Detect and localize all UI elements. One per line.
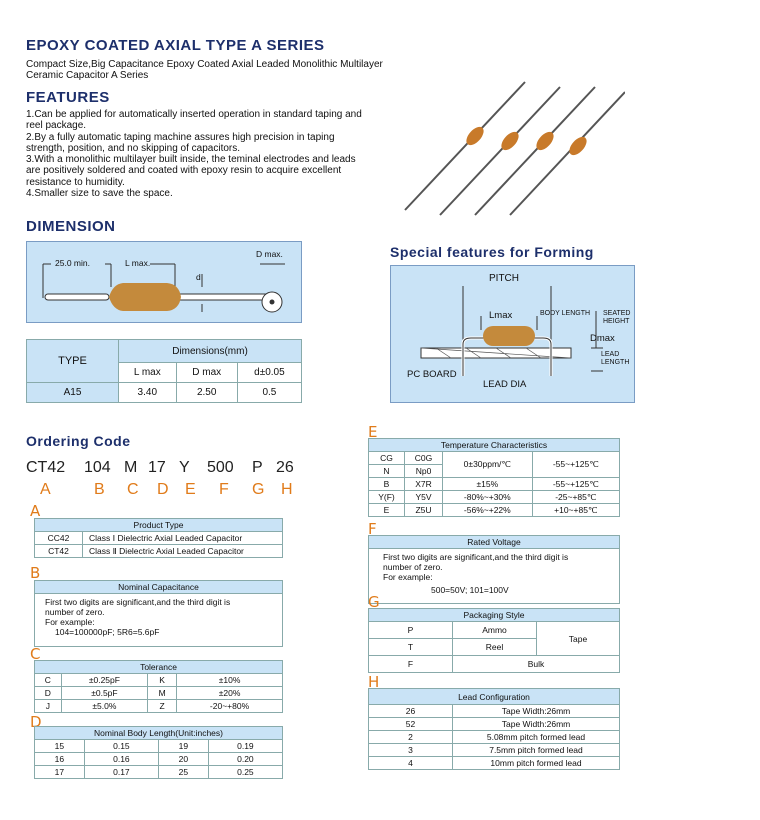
seated-height-label: SEATED HEIGHT: [603, 310, 631, 325]
table-cell: Ammo: [453, 622, 537, 639]
code-letter: C: [127, 481, 139, 498]
table-cell: F: [369, 656, 453, 673]
dmax-label: D max.: [256, 249, 283, 259]
dmax-form-label: Dmax: [590, 333, 615, 344]
feature-item: 1.Can be applied for automatically inserted operation in standard taping and reel package.: [26, 109, 362, 132]
table-cell: 16: [35, 753, 85, 766]
table-cell: Y(F): [369, 491, 405, 504]
table-cell: Z: [148, 700, 177, 713]
table-cell: K: [148, 674, 177, 687]
code-part: 26: [276, 459, 294, 476]
code-part: Y: [179, 459, 190, 476]
table-cell: -20~+80%: [177, 700, 283, 713]
feature-item: 4.Smaller size to save the space.: [26, 188, 173, 200]
table-cell: Class Ⅰ Dielectric Axial Leaded Capacitor: [83, 532, 283, 545]
table-cell: 25: [158, 766, 208, 779]
code-part: 17: [148, 459, 166, 476]
table-cell: 0.17: [84, 766, 158, 779]
table-cell: 4: [369, 757, 453, 770]
table-cell: -80%~+30%: [443, 491, 533, 504]
table-cell: CT42: [35, 545, 83, 558]
code-letter: G: [252, 481, 265, 498]
table-cell: D: [35, 687, 62, 700]
page-subtitle: Compact Size,Big Capacitance Epoxy Coated Axial Leaded Monolithic Multilayer Ceramic Capacitor A Series: [26, 59, 383, 81]
table-cell: X7R: [405, 478, 443, 491]
col-dmax: D max: [176, 363, 237, 383]
code-part: P: [252, 459, 263, 476]
table-cell: M: [148, 687, 177, 700]
nominal-capacitance-table: [34, 580, 283, 647]
row-d: 2.50: [176, 383, 237, 403]
section-letter-c: C: [30, 645, 41, 663]
dimension-heading: DIMENSION: [26, 218, 116, 235]
table-cell: Class Ⅱ Dielectric Axial Leaded Capacitor: [83, 545, 283, 558]
table-cell: 19: [158, 740, 208, 753]
body-length-header: Nominal Body Length(Unit:inches): [35, 727, 283, 740]
section-letter-d: D: [30, 713, 42, 731]
forming-diagram: [390, 265, 635, 403]
code-letter: D: [157, 481, 169, 498]
table-cell: C0G: [405, 452, 443, 465]
desc-line: 104=100000pF; 5R6=5.6pF: [55, 627, 160, 637]
table-cell: Reel: [453, 639, 537, 656]
table-cell: N: [369, 465, 405, 478]
table-cell: ±15%: [443, 478, 533, 491]
table-cell: -25~+85℃: [532, 491, 619, 504]
table-cell: ±0.5pF: [61, 687, 148, 700]
section-letter-g: G: [368, 593, 380, 611]
feature-item: 2.By a fully automatic taping machine assures high precision in taping strength, position, and no skipping of capacitors.: [26, 131, 335, 154]
capacitor-photo: [395, 80, 625, 220]
table-cell: 15: [35, 740, 85, 753]
table-cell: 10mm pitch formed lead: [453, 757, 620, 770]
table-cell: 20: [158, 753, 208, 766]
desc-line: 500=50V; 101=100V: [431, 585, 509, 595]
row-dd: 0.5: [237, 383, 301, 403]
dims-header: Dimensions(mm): [119, 340, 302, 363]
lead-config-table: [368, 688, 620, 770]
table-cell: Tape Width:26mm: [453, 718, 620, 731]
code-letter: H: [281, 481, 293, 498]
table-cell: B: [369, 478, 405, 491]
table-cell: 7.5mm pitch formed lead: [453, 744, 620, 757]
table-cell: Np0: [405, 465, 443, 478]
section-letter-b: B: [30, 564, 41, 582]
temperature-table: [368, 438, 620, 517]
table-cell: 0.19: [208, 740, 282, 753]
code-letter: E: [185, 481, 196, 498]
table-cell: Y5V: [405, 491, 443, 504]
table-cell: 0.16: [84, 753, 158, 766]
section-letter-e: E: [368, 423, 378, 441]
section-letter-f: F: [368, 520, 377, 538]
pitch-label: PITCH: [486, 273, 522, 284]
tolerance-table: [34, 660, 283, 713]
tolerance-header: Tolerance: [35, 661, 283, 674]
temperature-header: Temperature Characteristics: [369, 439, 620, 452]
table-cell: 5.08mm pitch formed lead: [453, 731, 620, 744]
desc-line: First two digits are significant,and the third digit is: [383, 552, 569, 562]
type-header: TYPE: [27, 340, 119, 383]
table-cell: 0.25: [208, 766, 282, 779]
table-cell: ±20%: [177, 687, 283, 700]
table-cell: 52: [369, 718, 453, 731]
table-cell: 2: [369, 731, 453, 744]
desc-line: number of zero.: [383, 562, 443, 572]
table-cell: -56%~+22%: [443, 504, 533, 517]
table-cell: ±10%: [177, 674, 283, 687]
lead-length-form-label: LEAD LENGTH: [601, 351, 630, 366]
table-cell: J: [35, 700, 62, 713]
desc-line: For example:: [383, 572, 433, 582]
forming-heading: Special features for Forming: [390, 244, 594, 260]
table-cell: ±0.25pF: [61, 674, 148, 687]
table-cell: 17: [35, 766, 85, 779]
packaging-header: Packaging Style: [369, 609, 620, 622]
table-cell: P: [369, 622, 453, 639]
dimension-table: [26, 339, 302, 403]
lmax-label: L max.: [125, 258, 151, 268]
features-heading: FEATURES: [26, 89, 110, 106]
d-label: d: [196, 272, 201, 282]
lead-length-label: 25.0 min.: [55, 258, 105, 268]
section-letter-h: H: [368, 673, 380, 691]
body-length-table: [34, 726, 283, 779]
features-list: [26, 109, 371, 199]
row-type: A15: [27, 383, 119, 403]
desc-line: number of zero.: [45, 607, 105, 617]
voltage-header: Rated Voltage: [369, 536, 620, 549]
product-type-header: Product Type: [35, 519, 283, 532]
code-letter: F: [219, 481, 229, 498]
code-letter: A: [40, 481, 51, 498]
lead-config-header: Lead Configuration: [369, 689, 620, 705]
product-type-table: [34, 518, 283, 558]
table-cell: ±5.0%: [61, 700, 148, 713]
pc-board-label: PC BOARD: [407, 369, 457, 380]
lmax-form-label: Lmax: [489, 310, 513, 321]
capacitance-header: Nominal Capacitance: [35, 581, 283, 594]
page-title: EPOXY COATED AXIAL TYPE A SERIES: [26, 37, 325, 54]
col-d: d±0.05: [237, 363, 301, 383]
col-lmax: L max: [119, 363, 177, 383]
table-cell: -55~+125℃: [532, 478, 619, 491]
table-cell: 26: [369, 705, 453, 718]
table-cell: Bulk: [453, 656, 620, 673]
body-length-label: BODY LENGTH: [540, 310, 591, 317]
code-letter: B: [94, 481, 105, 498]
dimension-diagram: [26, 241, 302, 323]
rated-voltage-table: [368, 535, 620, 604]
table-cell: 0±30ppm/℃: [443, 452, 533, 478]
table-cell: +10~+85℃: [532, 504, 619, 517]
code-part: CT42: [26, 459, 66, 476]
table-cell: 3: [369, 744, 453, 757]
table-cell: Tape: [537, 622, 620, 656]
row-l: 3.40: [119, 383, 177, 403]
code-part: 104: [84, 459, 111, 476]
lead-dia-label: LEAD DIA: [483, 379, 527, 390]
table-cell: CC42: [35, 532, 83, 545]
ordering-heading: Ordering Code: [26, 433, 131, 449]
section-letter-a: A: [30, 502, 41, 520]
table-cell: 0.20: [208, 753, 282, 766]
table-cell: C: [35, 674, 62, 687]
table-cell: Z5U: [405, 504, 443, 517]
table-cell: CG: [369, 452, 405, 465]
packaging-table: [368, 608, 620, 673]
table-cell: E: [369, 504, 405, 517]
table-cell: -55~+125℃: [532, 452, 619, 478]
table-cell: T: [369, 639, 453, 656]
table-cell: Tape Width:26mm: [453, 705, 620, 718]
code-part: 500: [207, 459, 234, 476]
table-cell: 0.15: [84, 740, 158, 753]
feature-item: 3.With a monolithic multilayer built inside, the teminal electrodes and leads are positively soldered and coated with epoxy resin to acquire excellent resistance to humidity.: [26, 154, 356, 188]
desc-line: For example:: [45, 617, 95, 627]
code-part: M: [124, 459, 138, 476]
desc-line: First two digits are significant,and the third digit is: [45, 597, 231, 607]
